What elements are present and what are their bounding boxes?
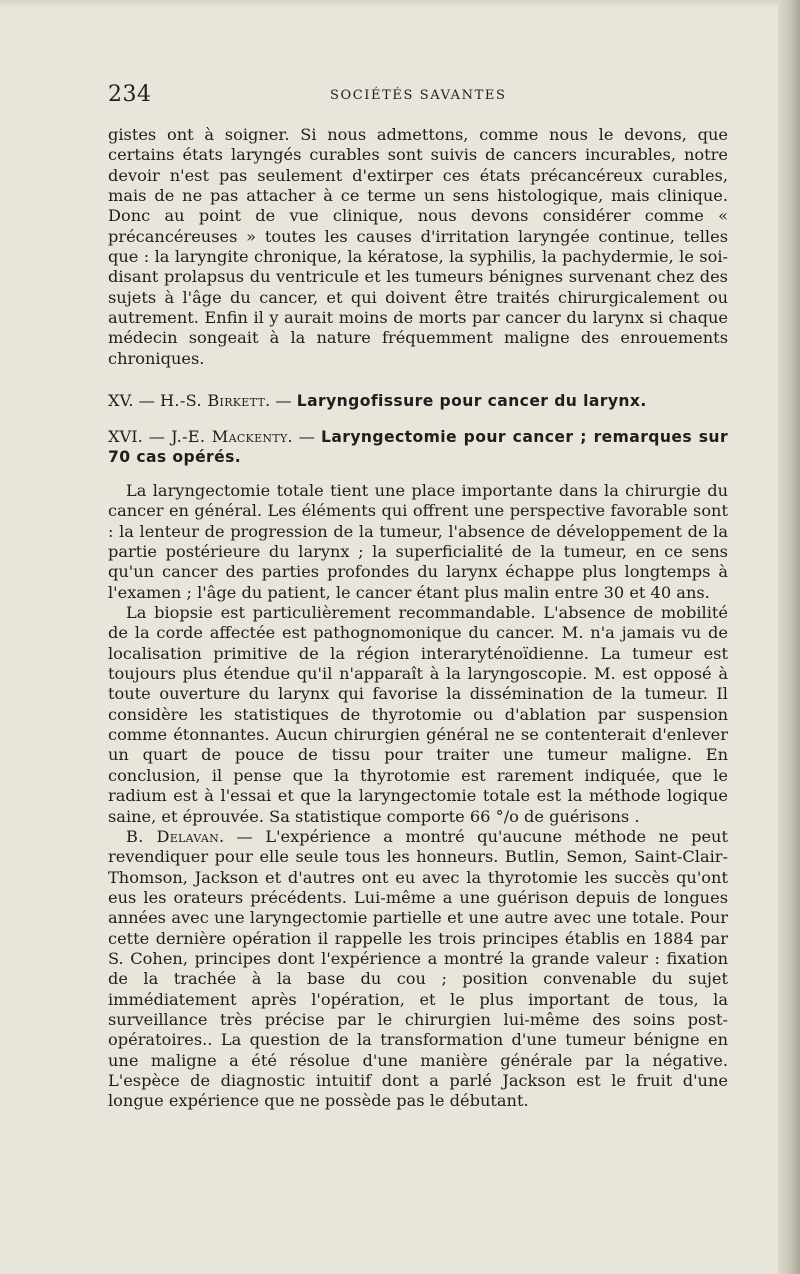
- section-xv-number: XV. —: [108, 391, 161, 410]
- section-xvi-number: XVI. —: [108, 427, 172, 446]
- paragraph-laryngectomie: La laryngectomie totale tient une place importante dans la chirurgie du cancer en général. Les éléments qui offrent une perspective favorable sont : la lenteur de progression de la tumeur, l'absence de développement de la partie postérieure du larynx ; la superficialité de la tumeur, en ce sens qu'un cancer des parties profondes du larynx échappe plus longtemps à l'examen ; l'âge du patient, le cancer étant plus malin entre 30 et 40 ans.: [108, 481, 728, 602]
- section-xvi-author: J.-E. Mackenty: [171, 427, 288, 446]
- running-head: SOCIÉTÉS SAVANTES: [330, 88, 507, 103]
- delavan-text: . — L'expérience a montré qu'aucune méthode ne peut revendiquer pour elle seule tous les honneurs. Butlin, Semon, Saint-Clair-Thomson, Jackson et d'autres ont eu avec la thyrotomie les succès qu'ont eus les orateurs précédents. Lui-même a une guérison depuis de longues années avec une laryngectomie partielle et une autre avec une totale. Pour cette dernière opération il rappelle les trois principes établis en 1884 par S. Cohen, principes dont l'expérience a montré la grande valeur : fixation de la trachée à la base du cou ; position convenable du sujet immédiatement après l'opération, et le plus important de tous, la surveillance très précise par le chirurgien lui-même des soins post-opératoires.. La question de la transformation d'une tumeur bénigne en une maligne a été résolue d'une manière générale par la négative. L'espèce de diagnostic intuitif dont a parlé Jackson est le fruit d'une longue expérience que ne possède pas le débutant.: [108, 826, 728, 1111]
- section-xv-author: H.-S. Birkett: [160, 391, 266, 410]
- page-binding-edge: [778, 0, 800, 1274]
- section-xvi-heading-line: [108, 427, 728, 468]
- delavan-author: B. Delavan: [126, 826, 220, 846]
- intro-text: gistes ont à soigner. Si nous admettons, comme nous le devons, que certains états laryngés curables sont suivis de cancers incurables, notre devoir n'est pas seulement d'extirper ces états précancéreux curables, mais de ne pas attacher à ce terme un sens histologique, mais clinique. Donc au point de vue clinique, nous devons considérer comme « précancéreuses » toutes les causes d'irritation laryngée continue, telles que : la laryngite chronique, la kératose, la syphilis, la pachydermie, le soi-disant prolapsus du ventricule et les tumeurs bénignes survenant chez des sujets à l'âge du cancer, et qui doivent être traités chirurgicalement ou autrement. Enfin il y aurait moins de morts par cancer du larynx si chaque médecin songeait à la nature fréquemment maligne des enrouements chroniques.: [108, 125, 728, 368]
- section-xvi-heading: [108, 427, 728, 468]
- paragraph-delavan: [108, 827, 728, 1112]
- section-xvi-title: Laryngectomie pour cancer ; remarques sur 70 cas opérés.: [108, 428, 729, 467]
- intro-paragraph: [108, 125, 728, 369]
- section-xvi-body: [108, 481, 728, 1112]
- section-xvi-separator: . —: [287, 427, 321, 446]
- page-number: 234: [108, 82, 152, 107]
- paragraph-biopsie: La biopsie est particulièrement recommandable. L'absence de mobilité de la corde affectée est pathognomonique du cancer. M. n'a jamais vu de localisation primitive de la région interaryténoïdienne. La tumeur est toujours plus étendue qu'il n'apparaît à la laryngoscopie. M. est opposé à toute ouverture du larynx qui favorise la dissémination de la tumeur. Il considère les statistiques de thyrotomie ou d'ablation par suspension comme étonnantes. Aucun chirurgien général ne se contenterait d'enlever un quart de pouce de tissu pour traiter une tumeur maligne. En conclusion, il pense que la thyrotomie est rarement indiquée, que le radium est à l'essai et que la laryngectomie totale est la méthode logique saine, et éprouvée. Sa statistique comporte 66 °/o de guérisons .: [108, 603, 728, 826]
- section-xv-heading: [108, 391, 728, 411]
- page-top-shade: [0, 0, 800, 8]
- section-xv-separator: . —: [265, 391, 297, 410]
- section-xv-title: Laryngofissure pour cancer du larynx.: [296, 392, 647, 410]
